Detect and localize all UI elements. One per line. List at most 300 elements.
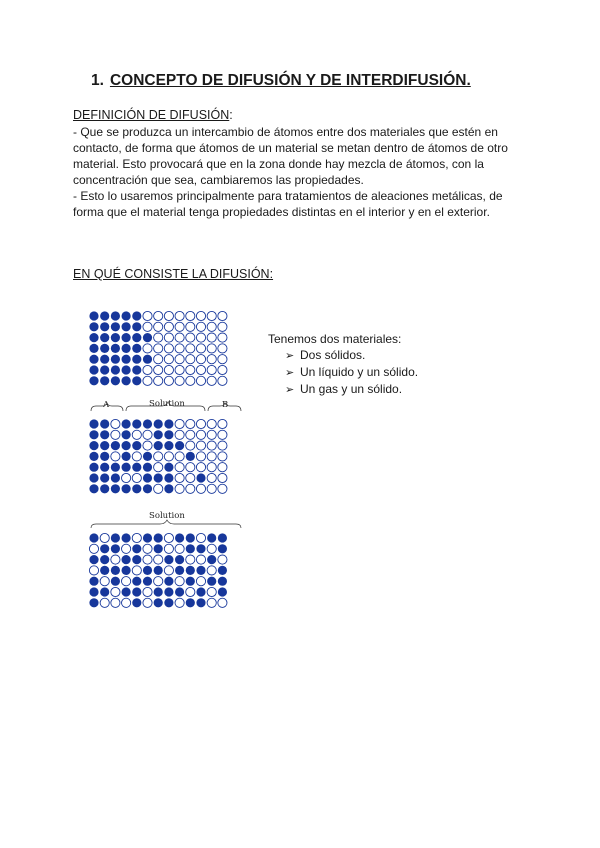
atom-a: [122, 344, 131, 353]
atom-a: [89, 473, 98, 482]
atom-a: [207, 555, 216, 564]
arrowhead-bullet-icon: ➢: [285, 383, 295, 396]
atom-b: [154, 376, 163, 385]
atom-b: [218, 441, 227, 450]
arrowhead-bullet-icon: ➢: [285, 366, 295, 379]
atom-a: [164, 473, 173, 482]
list-item: [285, 381, 418, 398]
atom-a: [132, 365, 141, 374]
atom-a: [143, 484, 152, 493]
atom-b: [175, 365, 184, 374]
atom-b: [186, 463, 195, 472]
atom-b: [196, 484, 205, 493]
atom-a: [186, 577, 195, 586]
atom-b: [186, 333, 195, 342]
atom-a: [143, 473, 152, 482]
section-title: [91, 72, 471, 90]
atom-a: [186, 452, 195, 461]
atom-a: [132, 419, 141, 428]
atom-b: [207, 344, 216, 353]
atom-a: [164, 419, 173, 428]
atom-a: [218, 533, 227, 542]
arrowhead-bullet-icon: ➢: [285, 349, 295, 362]
atom-b: [175, 463, 184, 472]
atom-b: [175, 577, 184, 586]
atom-b: [143, 311, 152, 320]
atom-b: [218, 333, 227, 342]
atom-b: [207, 419, 216, 428]
atom-a: [196, 473, 205, 482]
atom-b: [218, 473, 227, 482]
atom-a: [207, 533, 216, 542]
atom-b: [111, 430, 120, 439]
atom-b: [218, 452, 227, 461]
atom-b: [207, 587, 216, 596]
atom-b: [218, 598, 227, 607]
atom-a: [143, 463, 152, 472]
atom-a: [175, 441, 184, 450]
atom-a: [100, 355, 109, 364]
atom-a: [143, 533, 152, 542]
atom-b: [143, 555, 152, 564]
atom-a: [132, 376, 141, 385]
atom-b: [207, 365, 216, 374]
atom-b: [143, 376, 152, 385]
atom-b: [207, 376, 216, 385]
atom-b: [196, 333, 205, 342]
atom-b: [186, 344, 195, 353]
atom-b: [175, 452, 184, 461]
atom-b: [196, 344, 205, 353]
atom-b: [186, 473, 195, 482]
atom-b: [89, 566, 98, 575]
atom-b: [175, 419, 184, 428]
atom-a: [111, 544, 120, 553]
section-number: 1.: [91, 72, 104, 89]
atom-a: [100, 333, 109, 342]
atom-a: [196, 598, 205, 607]
atom-b: [175, 473, 184, 482]
atom-a: [196, 566, 205, 575]
atom-a: [164, 441, 173, 450]
atom-a: [132, 355, 141, 364]
atom-a: [111, 355, 120, 364]
atom-a: [89, 333, 98, 342]
atom-a: [154, 441, 163, 450]
material-item-label: Dos sólidos.: [300, 348, 366, 362]
atom-a: [89, 555, 98, 564]
atom-b: [164, 376, 173, 385]
atom-b: [143, 544, 152, 553]
atom-b: [207, 430, 216, 439]
atom-b: [218, 419, 227, 428]
atom-b: [132, 533, 141, 542]
atom-a: [89, 419, 98, 428]
atom-a: [186, 544, 195, 553]
atom-a: [175, 555, 184, 564]
atom-b: [154, 355, 163, 364]
atom-b: [207, 322, 216, 331]
list-item: [285, 347, 418, 364]
atom-b: [218, 463, 227, 472]
atom-a: [132, 555, 141, 564]
material-item-label: Un líquido y un sólido.: [300, 365, 419, 379]
atom-a: [89, 355, 98, 364]
atom-a: [122, 555, 131, 564]
atom-b: [154, 311, 163, 320]
atom-a: [143, 452, 152, 461]
atom-b: [186, 419, 195, 428]
atom-b: [207, 333, 216, 342]
atom-a: [111, 311, 120, 320]
atom-b: [132, 566, 141, 575]
atom-b: [175, 544, 184, 553]
consiste-heading: EN QUÉ CONSISTE LA DIFUSIÓN:: [73, 267, 274, 281]
atom-b: [132, 452, 141, 461]
atom-b: [122, 473, 131, 482]
panel-before-diffusion: [89, 311, 227, 385]
atom-b: [196, 376, 205, 385]
atom-b: [196, 441, 205, 450]
atom-a: [100, 452, 109, 461]
atom-b: [218, 484, 227, 493]
panel-interdiffusion-partial: [89, 419, 227, 493]
atom-a: [89, 441, 98, 450]
atom-a: [111, 365, 120, 374]
atom-b: [143, 587, 152, 596]
atom-b: [111, 555, 120, 564]
atom-b: [218, 311, 227, 320]
atom-a: [100, 419, 109, 428]
atom-b: [175, 344, 184, 353]
atom-b: [207, 311, 216, 320]
atom-b: [175, 333, 184, 342]
atom-b: [164, 533, 173, 542]
atom-a: [196, 544, 205, 553]
atom-a: [132, 322, 141, 331]
atom-b: [143, 430, 152, 439]
atom-a: [111, 533, 120, 542]
atom-a: [89, 344, 98, 353]
atom-b: [154, 452, 163, 461]
atom-b: [196, 322, 205, 331]
atom-b: [175, 430, 184, 439]
atom-a: [89, 533, 98, 542]
atom-b: [143, 598, 152, 607]
atom-b: [207, 355, 216, 364]
atom-a: [111, 577, 120, 586]
atom-a: [132, 587, 141, 596]
atom-a: [164, 484, 173, 493]
atom-a: [207, 577, 216, 586]
atom-b: [196, 555, 205, 564]
atom-b: [154, 333, 163, 342]
atom-b: [175, 311, 184, 320]
atom-b: [164, 322, 173, 331]
atom-b: [111, 598, 120, 607]
atom-a: [132, 463, 141, 472]
atom-a: [89, 376, 98, 385]
atom-b: [218, 430, 227, 439]
atom-b: [164, 333, 173, 342]
atom-a: [89, 430, 98, 439]
atom-b: [154, 344, 163, 353]
atom-b: [186, 376, 195, 385]
atom-b: [164, 452, 173, 461]
label-b: B: [222, 400, 229, 410]
materials-intro: Tenemos dos materiales:: [268, 332, 402, 346]
atom-a: [100, 544, 109, 553]
atom-a: [164, 577, 173, 586]
definition-paragraph-2: - Esto lo usaremos principalmente para tratamientos de aleaciones metálicas, de forma que el material tenga propiedades distintas en el interior y en el exterior.: [73, 189, 503, 219]
atom-a: [175, 533, 184, 542]
atom-a: [100, 555, 109, 564]
atom-b: [122, 577, 131, 586]
atom-b: [164, 355, 173, 364]
atom-a: [164, 587, 173, 596]
atom-b: [122, 598, 131, 607]
atom-b: [143, 344, 152, 353]
atom-a: [111, 344, 120, 353]
atom-a: [100, 322, 109, 331]
materials-list-block: [268, 331, 418, 398]
atom-b: [218, 376, 227, 385]
atom-a: [122, 311, 131, 320]
atom-a: [132, 441, 141, 450]
atom-b: [175, 322, 184, 331]
atom-a: [122, 566, 131, 575]
atom-b: [186, 441, 195, 450]
atom-b: [207, 441, 216, 450]
atom-b: [111, 419, 120, 428]
definition-colon: :: [229, 108, 233, 122]
atom-b: [164, 544, 173, 553]
atom-b: [175, 598, 184, 607]
atom-b: [218, 365, 227, 374]
atom-a: [111, 484, 120, 493]
diffusion-figure: [82, 300, 252, 625]
atom-b: [207, 598, 216, 607]
atom-b: [218, 355, 227, 364]
atom-b: [175, 355, 184, 364]
atom-b: [154, 484, 163, 493]
atom-a: [175, 587, 184, 596]
atom-a: [186, 533, 195, 542]
diffusion-diagram: [82, 300, 252, 625]
atom-a: [218, 587, 227, 596]
atom-a: [164, 463, 173, 472]
atom-a: [132, 484, 141, 493]
atom-b: [196, 355, 205, 364]
atom-a: [154, 533, 163, 542]
atom-a: [154, 419, 163, 428]
atom-b: [154, 577, 163, 586]
atom-a: [100, 473, 109, 482]
atom-b: [207, 473, 216, 482]
atom-a: [122, 484, 131, 493]
atom-a: [154, 430, 163, 439]
atom-a: [89, 311, 98, 320]
atom-a: [122, 587, 131, 596]
atom-b: [196, 419, 205, 428]
definition-heading-line: [73, 108, 233, 122]
atom-a: [111, 376, 120, 385]
atom-a: [89, 322, 98, 331]
atom-a: [218, 566, 227, 575]
atom-a: [132, 544, 141, 553]
label-solution-bottom: Solution: [149, 511, 185, 521]
atom-b: [186, 311, 195, 320]
atom-a: [111, 322, 120, 331]
atom-b: [196, 430, 205, 439]
atom-b: [186, 365, 195, 374]
atom-a: [132, 333, 141, 342]
atom-a: [164, 555, 173, 564]
atom-a: [89, 577, 98, 586]
atom-b: [154, 555, 163, 564]
definition-paragraph-1: - Que se produzca un intercambio de átomos entre dos materiales que estén en contacto, de forma que átomos de un material se metan dentro de átomos de otro material. Esto provocará que en la zona donde hay mezcla de átomos, con la concentración que sea, cambiaremos las propiedades.: [73, 125, 508, 187]
atom-a: [122, 376, 131, 385]
panel-full-solution: [89, 533, 227, 607]
atom-a: [154, 566, 163, 575]
atom-a: [154, 598, 163, 607]
atom-b: [122, 544, 131, 553]
definition-body: [73, 124, 533, 220]
atom-b: [207, 484, 216, 493]
atom-b: [207, 452, 216, 461]
atom-a: [143, 333, 152, 342]
atom-a: [196, 587, 205, 596]
atom-b: [186, 587, 195, 596]
atom-a: [100, 344, 109, 353]
atom-a: [132, 344, 141, 353]
atom-b: [132, 430, 141, 439]
atom-b: [143, 322, 152, 331]
atom-a: [122, 452, 131, 461]
atom-b: [100, 598, 109, 607]
atom-a: [164, 598, 173, 607]
atom-b: [218, 555, 227, 564]
atom-a: [132, 311, 141, 320]
atom-b: [143, 441, 152, 450]
atom-a: [154, 544, 163, 553]
atom-a: [122, 430, 131, 439]
atom-a: [218, 544, 227, 553]
atom-a: [186, 598, 195, 607]
atom-a: [89, 587, 98, 596]
section-title-text: CONCEPTO DE DIFUSIÓN Y DE INTERDIFUSIÓN.: [109, 72, 471, 89]
atom-b: [111, 452, 120, 461]
bracket-solution-bottom: [91, 520, 241, 528]
atom-b: [164, 311, 173, 320]
atom-b: [186, 484, 195, 493]
atom-a: [132, 577, 141, 586]
atom-a: [143, 419, 152, 428]
atom-a: [111, 473, 120, 482]
atom-a: [100, 566, 109, 575]
atom-b: [175, 484, 184, 493]
atom-b: [196, 311, 205, 320]
atom-b: [207, 544, 216, 553]
atom-b: [186, 355, 195, 364]
atom-a: [100, 311, 109, 320]
atom-a: [100, 463, 109, 472]
atom-a: [122, 365, 131, 374]
atom-b: [196, 365, 205, 374]
atom-a: [89, 463, 98, 472]
atom-a: [122, 463, 131, 472]
atom-b: [164, 344, 173, 353]
material-item-label: Un gas y un sólido.: [300, 382, 403, 396]
atom-a: [111, 333, 120, 342]
atom-b: [186, 322, 195, 331]
atom-a: [132, 598, 141, 607]
atom-a: [122, 355, 131, 364]
atom-a: [100, 430, 109, 439]
atom-b: [196, 463, 205, 472]
atom-a: [164, 430, 173, 439]
atom-a: [143, 577, 152, 586]
atom-a: [186, 566, 195, 575]
atom-a: [154, 587, 163, 596]
atom-a: [100, 484, 109, 493]
atom-a: [154, 473, 163, 482]
atom-b: [186, 555, 195, 564]
atom-a: [122, 333, 131, 342]
atom-b: [132, 473, 141, 482]
atom-a: [122, 322, 131, 331]
definition-heading: DEFINICIÓN DE DIFUSIÓN: [73, 108, 230, 122]
atom-a: [122, 441, 131, 450]
atom-b: [186, 430, 195, 439]
label-a: A: [103, 400, 110, 410]
atom-b: [175, 376, 184, 385]
materials-list: [268, 347, 418, 398]
atom-b: [100, 577, 109, 586]
atom-a: [111, 441, 120, 450]
atom-b: [143, 365, 152, 374]
atom-a: [89, 484, 98, 493]
atom-b: [196, 452, 205, 461]
atom-b: [111, 587, 120, 596]
atom-a: [111, 463, 120, 472]
atom-b: [164, 365, 173, 374]
atom-b: [218, 344, 227, 353]
atom-b: [100, 533, 109, 542]
atom-a: [122, 419, 131, 428]
atom-a: [175, 566, 184, 575]
list-item: [285, 364, 418, 381]
atom-b: [207, 566, 216, 575]
atom-b: [154, 322, 163, 331]
atom-b: [154, 365, 163, 374]
atom-b: [196, 577, 205, 586]
atom-b: [196, 533, 205, 542]
atom-b: [154, 463, 163, 472]
atom-a: [122, 533, 131, 542]
atom-a: [89, 365, 98, 374]
atom-a: [218, 577, 227, 586]
atom-b: [164, 566, 173, 575]
atom-a: [100, 441, 109, 450]
atom-a: [100, 376, 109, 385]
atom-a: [89, 598, 98, 607]
atom-a: [143, 355, 152, 364]
atom-a: [100, 365, 109, 374]
atom-a: [143, 566, 152, 575]
atom-b: [207, 463, 216, 472]
atom-b: [89, 544, 98, 553]
